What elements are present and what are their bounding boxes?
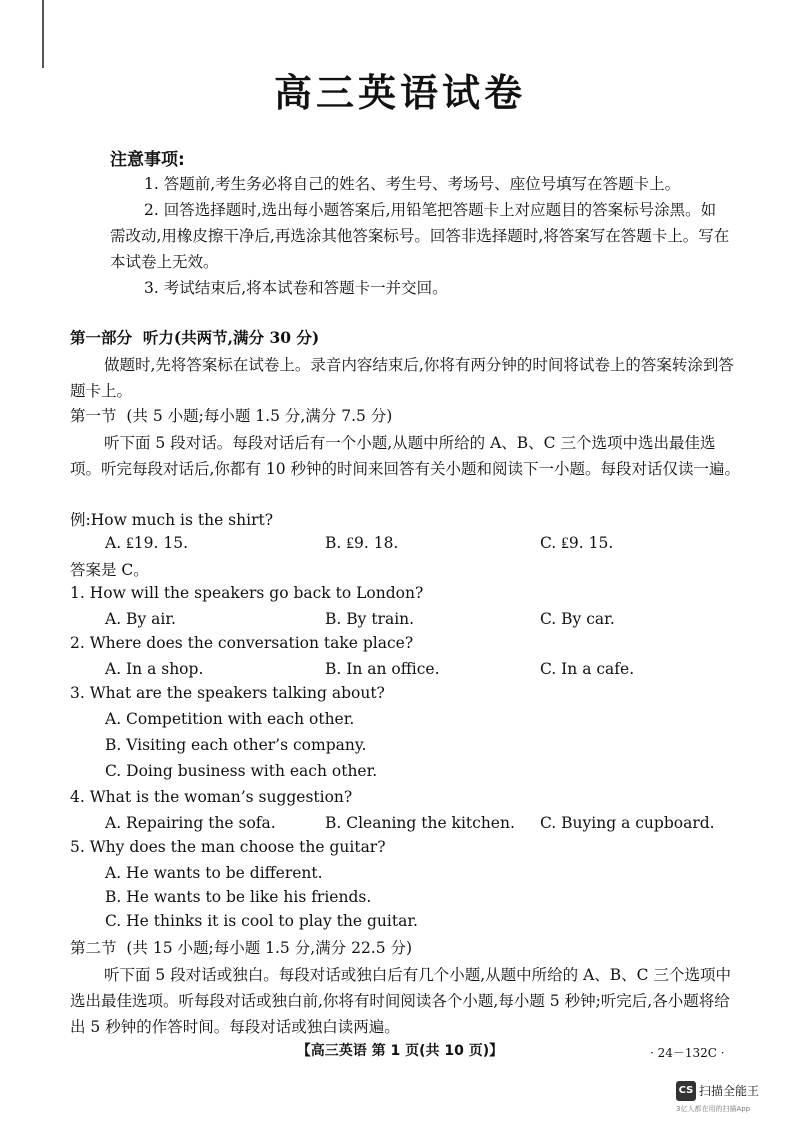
q3-option-b: B. Visiting each other’s company.: [105, 736, 367, 754]
note-item-2: 2. 回答选择题时,选出每小题答案后,用铅笔把答题卡上对应题目的答案标号涂黑。如需改动,用橡皮擦干净后,再选涂其他答案标号。回答非选择题时,将答案写在答题卡上。写在本试卷上无效。: [110, 201, 730, 271]
q5-option-a: A. He wants to be different.: [105, 864, 323, 882]
page-title: 高三英语试卷: [273, 71, 526, 115]
scanner-tagline: 3亿人都在用的扫描App: [676, 1105, 751, 1113]
section1-label: 第一节: [70, 407, 117, 425]
q2-option-b: B. In an office.: [325, 660, 440, 678]
binding-line: [42, 0, 44, 68]
question-4: 4. What is the woman’s suggestion?: [70, 788, 353, 806]
example-option-a: A. ₤19. 15.: [105, 534, 189, 552]
example-option-c: C. ₤9. 15.: [540, 534, 614, 552]
notes-heading: 注意事项:: [110, 150, 185, 170]
part1-label: 第一部分: [70, 328, 133, 347]
part1-intro: 做题时,先将答案标在试卷上。录音内容结束后,你将有两分钟的时间将试卷上的答案转涂到答题卡上。: [70, 356, 734, 400]
question-5: 5. Why does the man choose the guitar?: [70, 838, 386, 856]
note-item-3: 3. 考试结束后,将本试卷和答题卡一并交回。: [144, 279, 448, 297]
q2-option-c: C. In a cafe.: [540, 660, 635, 678]
q1-option-c: C. By car.: [540, 610, 615, 628]
q4-option-c: C. Buying a cupboard.: [540, 814, 715, 832]
section2-instructions: 听下面 5 段对话或独白。每段对话或独白后有几个小题,从题中所给的 A、B、C 三个选项中选出最佳选项。听每段对话或独白前,你将有时间阅读各个小题,每小题 5 秒钟;听完后,各小题将给出 5 秒钟的作答时间。每段对话或独白读两遍。: [70, 966, 731, 1036]
part1-heading: [70, 326, 319, 348]
q5-option-b: B. He wants to be like his friends.: [105, 888, 372, 906]
part1-name: 听力(共两节,满分 30 分): [142, 328, 320, 347]
section1-instructions: 听下面 5 段对话。每段对话后有一个小题,从题中所给的 A、B、C 三个选项中选出最佳选项。听完每段对话后,你都有 10 秒钟的时间来回答有关小题和阅读下一小题。每段对话仅读一遍。: [70, 434, 741, 478]
section2-info: (共 15 小题;每小题 1.5 分,满分 22.5 分): [126, 939, 413, 957]
q2-option-a: A. In a shop.: [105, 660, 204, 678]
scanner-name: 扫描全能王: [699, 1084, 760, 1098]
question-2: 2. Where does the conversation take place?: [70, 634, 414, 652]
q1-option-b: B. By train.: [325, 610, 415, 628]
scanner-watermark: [676, 1080, 759, 1101]
section1-info: (共 5 小题;每小题 1.5 分,满分 7.5 分): [126, 407, 393, 425]
q1-option-a: A. By air.: [105, 610, 176, 628]
camscanner-icon: CS: [676, 1081, 696, 1101]
section2-label: 第二节: [70, 939, 117, 957]
q3-option-c: C. Doing business with each other.: [105, 762, 378, 780]
example-answer: 答案是 C。: [70, 561, 149, 579]
example-question: 例:How much is the shirt?: [70, 511, 274, 529]
example-option-b: B. ₤9. 18.: [325, 534, 399, 552]
q4-option-b: B. Cleaning the kitchen.: [325, 814, 515, 832]
question-3: 3. What are the speakers talking about?: [70, 684, 385, 702]
paper-code: · 24－132C ·: [650, 1046, 725, 1060]
question-1: 1. How will the speakers go back to London?: [70, 584, 424, 602]
note-item-1: 1. 答题前,考生务必将自己的姓名、考生号、考场号、座位号填写在答题卡上。: [144, 175, 681, 193]
section2-heading: [70, 936, 412, 958]
page-footer: 【高三英语 第 1 页(共 10 页)】: [296, 1043, 504, 1059]
section1-heading: [70, 404, 392, 426]
q5-option-c: C. He thinks it is cool to play the guitar.: [105, 912, 418, 930]
q4-option-a: A. Repairing the sofa.: [105, 814, 276, 832]
q3-option-a: A. Competition with each other.: [105, 710, 355, 728]
